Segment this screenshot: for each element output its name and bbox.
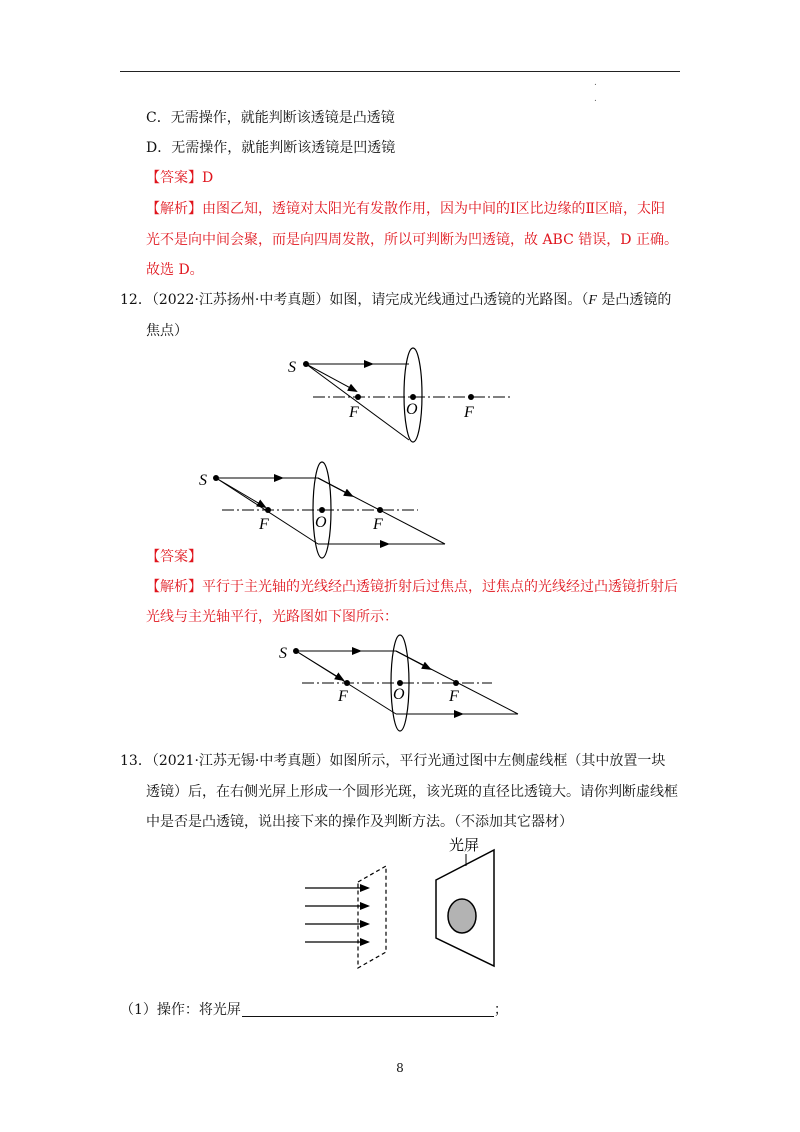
label-f: F xyxy=(349,404,359,421)
label-o: O xyxy=(393,686,405,703)
label-f: F xyxy=(338,688,348,705)
analysis-tag: 【解析】 xyxy=(146,201,202,217)
q11-option-d: D．无需操作，就能判断该透镜是凹透镜 xyxy=(146,140,396,156)
q12-answer: 【答案】 xyxy=(146,549,202,565)
analysis-text: 由图乙知，透镜对太阳光有发散作用，因为中间的Ⅰ区比边缘的Ⅱ区暗，太阳 xyxy=(202,201,666,217)
dashed-lens-box xyxy=(358,866,386,968)
corner-dot: . xyxy=(594,94,597,104)
light-spot xyxy=(448,899,476,933)
label-s: S xyxy=(288,359,296,376)
q13-stem-1: 13．（2021·江苏无锡·中考真题）如图所示，平行光通过图中左侧虚线框（其中放置一块 xyxy=(120,753,666,769)
label-o: O xyxy=(406,401,418,418)
q11-analysis-3: 故选 D。 xyxy=(146,262,204,278)
q13-stem-3: 中是否是凸透镜，说出接下来的操作及判断方法。（不添加其它器材） xyxy=(146,814,573,830)
answer-value: D xyxy=(202,170,214,186)
corner-dot: . xyxy=(594,78,597,88)
answer-tag: 【答案】 xyxy=(146,170,202,186)
page-number: 8 xyxy=(396,1061,404,1075)
analysis-tag: 【解析】 xyxy=(146,579,202,595)
label-f: F xyxy=(373,516,383,533)
label-f: F xyxy=(464,404,474,421)
q12-stem-2: 焦点） xyxy=(146,323,188,339)
q11-analysis-2: 光不是向中间会聚，而是向四周发散，所以可判断为凹透镜，故 ABC 错误，D 正确。 xyxy=(146,232,678,248)
label-o: O xyxy=(315,514,327,531)
label-f: F xyxy=(449,688,459,705)
q12-analysis-2: 光线与主光轴平行，光路图如下图所示： xyxy=(146,609,398,625)
q12-stem-1: 12．（2022·江苏扬州·中考真题）如图，请完成光线通过凸透镜的光路图。（F 是凸透镜的 xyxy=(120,292,672,308)
screen-label: 光屏 xyxy=(449,836,480,854)
answer-blank[interactable] xyxy=(242,1000,494,1017)
q13-stem-2: 透镜）后，在右侧光屏上形成一个圆形光斑，该光斑的直径比透镜大。请你判断虚线框 xyxy=(146,784,678,800)
label-s: S xyxy=(199,472,207,489)
q11-option-c: C．无需操作，就能判断该透镜是凸透镜 xyxy=(146,110,395,126)
label-f: F xyxy=(259,516,269,533)
q13-part1: （1）操作：将光屏 ； xyxy=(120,1002,508,1018)
analysis-text: 平行于主光轴的光线经凸透镜折射后过焦点，过焦点的光线经过凸透镜折射后 xyxy=(202,579,678,595)
label-s: S xyxy=(279,645,287,662)
